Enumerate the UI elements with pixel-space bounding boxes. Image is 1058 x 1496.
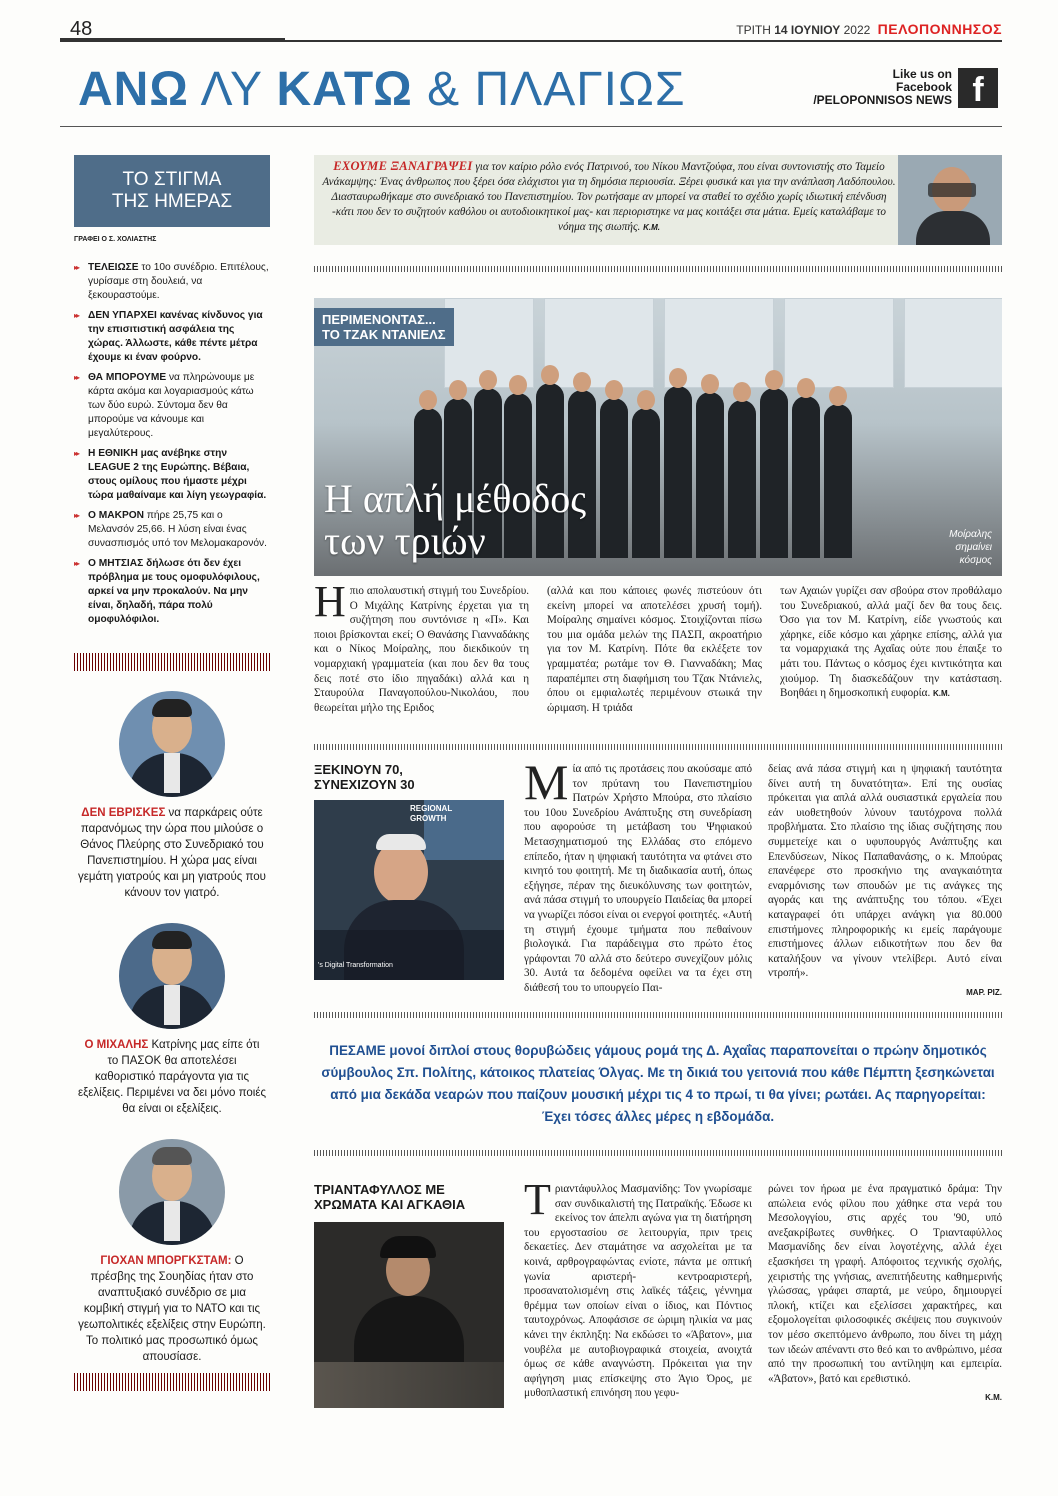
dropcap: Μ	[524, 754, 569, 810]
main-article-title	[324, 478, 586, 562]
signature: Κ.Μ.	[933, 689, 950, 699]
mantzoufas-photo	[898, 155, 1002, 245]
banner-lead: ΠΕΣΑΜΕ	[329, 1043, 386, 1058]
section-rule	[314, 744, 1002, 750]
backdrop-banner	[544, 298, 654, 388]
top-article-signature: Κ.Μ.	[643, 223, 660, 232]
photo-text-2: GROWTH	[410, 814, 447, 823]
third-col-2	[768, 1182, 1002, 1406]
photo-banner-text	[410, 804, 452, 824]
fb-line-3: /PELOPONNISOS NEWS	[813, 93, 952, 107]
stigma-title-1: ΤΟ ΣΤΙΓΜΑ	[122, 169, 222, 190]
date-day: 14 ΙΟΥΝΙΟΥ	[774, 23, 841, 37]
bullet-item	[74, 447, 270, 503]
col-text: των Αχαιών γυρίζει σαν σβούρα στον προθάλαμο του Συνεδριακού, αλλά μαζί δεν θα τους δεις. Όσο για τον Μ. Κατρίνη, είδε γνωστούς και χάρηκε, είδε κόσμο και χάρηκε επίσης, αλλά για τα νομαρχιακά της Αχαΐας ούτε που έπαιξε το μάτι του. Πάντως ο κόσμος έχει κιντικότητα και χιούμορ. Τη διασκεδάζουν την κατάσταση. Βοηθάει η δημοσκοπική ευφορία.	[780, 585, 1002, 700]
note-block-2	[74, 923, 270, 1117]
photo-text-3: 's Digital Transformation	[318, 962, 393, 969]
label-line-2: ΤΟ ΤΖΑΚ ΝΤΑΝΙΕΛΣ	[322, 327, 446, 342]
second-article-label	[314, 762, 415, 792]
note-block-3	[74, 1139, 270, 1365]
note-text: να παρκάρεις ούτε παρανόμως την ώρα που μιλούσε ο Θάνος Πλεύρης στο Συνεδριακό του Πανεπιστημίου. Η χώρα μας είναι γεμάτη γιατρούς και μη γιατρούς που κάνουν τον γιατρό.	[78, 807, 266, 899]
dropcap: Τ	[524, 1175, 551, 1224]
bullet-lead: ΤΕΛΕΙΩΣΕ	[88, 262, 139, 273]
person	[824, 404, 852, 558]
person	[728, 400, 756, 558]
person	[632, 408, 660, 558]
top-article-body: για τον καίριο ρόλο ενός Πατρινού, του Νίκου Μαντζούφα, που είναι συντονιστής στο Ταμείο Ανάκαμψης: Ένας άνθρωπος που ξέρει όσα ελάχιστοι για τη δημόσια περιουσία. Ξέρει φυσικά και για την ανάπλαση Λαδόπουλου. Διασταυρωθήκαμε στο συνεδριακό του Πανεπιστημίου. Τον ρωτήσαμε αν μπορεί να σταθεί το σχέδιο χωρίς ιδιωτική επένδυση -κάτι που δεν το συζητούν καθόλου οι αυτοδιοικητικοί μας- και περιοριστηκε να μας κοιτάξει στα μάτια. Εμείς καταλάβαμε το νόημα της σιωπής.	[322, 161, 896, 233]
masthead-word-4: & ΠΛΑΓΙΩΣ	[427, 63, 686, 116]
masthead-word-3: ΚΑΤΩ	[276, 63, 413, 116]
separator-bar	[74, 653, 270, 671]
bullet-text: μας ανέβηκε στην LEAGUE 2 της Ευρώπης. Βέβαια, στους ομίλους που ήμαστε μέχρι τώρα μαθαίναμε και λίγη γεωγραφία.	[88, 448, 267, 501]
third-article-label	[314, 1182, 465, 1212]
fb-line-2: Facebook	[895, 80, 952, 94]
bullet-item	[74, 557, 270, 627]
page-number: 48	[70, 18, 93, 40]
main-article-label	[314, 308, 454, 346]
banner-note	[314, 1040, 1002, 1128]
caption-line-3: κόσμος	[959, 555, 992, 566]
photo-caption	[949, 528, 992, 567]
main-col-2	[547, 584, 762, 715]
date-weekday: ΤΡΙΤΗ	[736, 23, 771, 37]
dropcap: Η	[314, 577, 346, 626]
top-article	[314, 155, 1002, 245]
masmanidis-photo	[314, 1222, 504, 1408]
bouras-photo	[314, 800, 504, 980]
bullet-text: πήρε 25,75 και ο Μελανσόν 25,66. Η λύση είναι ένας συνασπισμός υπό τον Μελομακαρονόν.	[88, 510, 267, 549]
bullet-item	[74, 261, 270, 303]
col-text: δείας ανά πάσα στιγμή και η ψηφιακή ταυτότητα δίνει αυτή τη δυνατότητα». Επί της ουσίας πρόκειται για απλά αλλά ουσιαστικά εργαλεία που εάν υιοθετηθούν λύνουν ταυτόχρονα πολλά προβλήματα. Στο πλαίσιο της ίδιας συζήτησης που συμμετείχε και ο υφυπουργός Ανάπτυξης και Επενδύσεων, Νίκος Παπαθανάσης, ο κ. Μπούρας επανέφερε στο προσκήνιο της αναγκαιότητα εναρμόνισης των σπουδών με τις ανάγκες της αγοράς και της ανάπτυξης του τόπου. «Έχει καταγραφεί ότι υπάρχει ανάγκη για 80.000 επιστήμονες πληροφορικής κι εμείς παράγουμε επιστήμονες άλλων ειδικοτήτων που δεν θα καταλήξουν να γίνουν ντελίβερι. Αυτό είναι ντροπή».	[768, 763, 1002, 980]
top-article-text	[314, 159, 904, 235]
main-col-1	[314, 577, 529, 715]
header-rule-thick	[60, 38, 285, 42]
signature: ΜΑΡ. ΡΙΖ.	[966, 987, 1002, 997]
person	[792, 396, 820, 558]
side-note-2	[74, 1037, 270, 1117]
bullet-text: να πληρώνουμε με κάρτα ακόμα και λογαριασμούς κάτω των δύο ευρώ. Σύντομα δεν θα μπορούμε να κάνουμε και μεγαλύτερους.	[88, 372, 255, 439]
facebook-text	[813, 68, 952, 107]
facebook-promo[interactable]	[748, 68, 998, 108]
paper-name: ΠΕΛΟΠΟΝΝΗΣΟΣ	[877, 21, 1002, 37]
caption-line-1: Μοίραλης	[949, 529, 992, 540]
bullet-item	[74, 509, 270, 551]
label-line-1: ΤΡΙΑΝΤΑΦΥΛΛΟΣ ΜΕ	[314, 1182, 445, 1197]
bullet-lead: Ο ΜΗΤΣΙΑΣ	[88, 558, 144, 569]
backdrop-banner	[784, 298, 894, 388]
bullet-lead: ΘΑ ΜΠΟΡΟΥΜΕ	[88, 372, 167, 383]
person	[664, 386, 692, 558]
note-lead: ΓΙΟΧΑΝ ΜΠΟΡΓΚΣΤΑΜ:	[100, 1255, 232, 1267]
caption-line-2: σημαίνει	[955, 542, 992, 553]
second-article-body	[524, 754, 1002, 997]
col-text: πιο απολαυστική στιγμή του Συνεδρίου. Ο Μιχάλης Κατρίνης έρχεται για τη συζήτηση που συντόνισε η «Π». Και ποιοι βρίσκονται εκεί; Ο Θανάσης Γιανναδάκης και ο Νίκος Μοίραλης, που διεκδικούν τη νομαρχιακή γραμματεία (και που δεν θα τους δεις ποτέ στο ίδιο πηγαδάκι) αλλά και η Σταυρούλα Παναγοπούλου-Νικολάου, που θεωρείται μήλο της Εριδος	[314, 585, 529, 714]
top-article-lead: ΕΧΟΥΜΕ ΞΑΝΑΓΡΑΨΕΙ	[333, 159, 473, 173]
label-line-2: ΣΥΝΕΧΙΖΟΥΝ 30	[314, 777, 415, 792]
stigma-title-box	[74, 155, 270, 227]
person	[696, 392, 724, 558]
portrait-katrinis	[119, 923, 225, 1029]
label-line-2: ΧΡΩΜΑΤΑ ΚΑΙ ΑΓΚΑΘΙΑ	[314, 1197, 466, 1212]
side-note-1	[74, 805, 270, 901]
banner-body: μονοί διπλοί στους θορυβώδεις γάμους ρομά της Δ. Αχαΐας παραπονείται ο πρώην δημοτικός σύμβουλος Σπ. Πολίτης, κάτοικος πλατείας Όλγας. Με τη δικιά του γειτονιά που κάθε Πέμπτη ξεσηκώνεται από μια δεκάδα νεαρών που παίζουν μουσική μέχρι τις 4 το πρωί, τι θα γίνει; ρωτάει. Ας παρηγορείται: Έχει τόσες άλλες μέρες η εβδομάδα.	[321, 1043, 995, 1124]
portrait-borgstam	[119, 1139, 225, 1245]
col-text: ριαντάφυλλος Μασμανίδης: Τον γνωρίσαμε σαν συνδικαλιστή της Πατραϊκής. Έδωσε κι εκείνος τον άπελπι αγώνα για τη διατήρηση του εργοστασίου σε λειτουργία, πριν τρεις δεκαετίες. Δεν σταμάτησε να ασχολείται με τα κοινά, αρθρογραφώντας ενίοτε, πάντα με οπτική γωνία αριστερή- κεντροαριστερή, προσανατολισμένη στις λαϊκές τάξεις, γέννημα θρέμμα των οποίων είναι ο ίδιος, και Πόντιος ταυτοχρόνως. Αποφάσισε σε ώριμη ηλικία να μας κάνει την έκπληξη: Να εκδώσει το «Άβατον», μια νουβέλα με αυτοβιογραφικά στοιχεία, ανοιχτά όμως σε κάθε αναγνώστη. Πρόκειται για την αφήγηση μιας επίσκεψης στο Άγιο Όρος, με μυθοπλαστική επινόηση που γεφυ-	[524, 1183, 752, 1400]
bullet-item	[74, 309, 270, 365]
bullet-lead: Η ΕΘΝΙΚΗ	[88, 448, 138, 459]
page-header	[60, 18, 1002, 42]
section-rule	[314, 1150, 1002, 1156]
col-text: (αλλά και που κάποιες φωνές πιστεύουν ότι εκείνη μπορεί να αποτελέσει χρυσή τομή). Μοίραλης σημαίνει κόσμος. Στοιχίζονται πίσω του μια ομάδα μελών της ΠΑΣΠ, ακροατήριο για τον Μ. Κατρίνη. Πότε θα εκλέξετε τον γραμματέα; ρωτάμε τον Θ. Γιανναδάκη; Μας παραπέμπει στη διαφήμιση του Τζακ Ντάνιελς, όπου οι εμφιαλωτές περιμένουν στωικά την ώριμαση. Η τριάδα	[547, 585, 762, 714]
portrait-plevris	[119, 691, 225, 797]
side-note-3	[74, 1253, 270, 1365]
sidebar	[74, 155, 270, 1391]
col-text: ρώνει τον ήρωα με ένα πραγματικό δράμα: Την απώλεια ενός φίλου που χάθηκε στα νερά του Μεσολογγίου, στις αρχές του '90, υπό ανεξακρίβωτες συνθήκες. Ο Τριανταφύλλος Μασμανίδης δεν είναι λογοτέχνης, αλλά έχει εξασκήσει τη γραφή. Απόφοιτος τεχνικής σχολής, χειριστής της γνήσιας, ανεπιτήδευτης καθημερινής γλώσσας, γράφει σπαρτά, με νεύρο, δημιουργεί πλοκή, κτίζει και εξελίσσει χαρακτήρες, και εξομολογείται φιλοσοφικές σκέψεις που συγκινούν τον μέσο σκεπτόμενο άνθρωπο, που δίνει τη μάχη των ιδεών απέναντι στο θεό και το ανθρώπινο, μέσα από την προσωπική του αντίληψη και εμπειρία. «Άβατον», βατό και ερεθιστικό.	[768, 1183, 1002, 1385]
bullet-text: το 10ο συνέδριο. Επιτέλους, γυρίσαμε στη δουλειά, να ξεκουραστούμε.	[88, 262, 269, 301]
note-block-1	[74, 691, 270, 901]
third-col-1	[524, 1175, 752, 1401]
masthead-word-1: ΑΝΩ	[78, 63, 189, 116]
issue-date	[736, 21, 1002, 37]
note-lead: ΔΕΝ ΕΒΡΙΣΚΕΣ	[81, 807, 166, 819]
bullet-text: κανένας κίνδυνος για την επισιτιστική ασφάλεια της χώρας. Άλλωστε, κάθε πέντε μέτρα έχουμε κι έναν φούρνο.	[88, 310, 263, 363]
backdrop-banner	[904, 298, 1002, 388]
signature: Κ.Μ.	[985, 1393, 1002, 1403]
section-rule	[314, 1012, 1002, 1018]
bullet-item	[74, 371, 270, 441]
stigma-bullets	[74, 261, 270, 627]
sidebar-writer: ΓΡΑΦΕΙ Ο Σ. ΧΟΛΙΑΣΤΗΣ	[74, 236, 157, 243]
photo-text-1: REGIONAL	[410, 804, 453, 813]
person	[760, 388, 788, 558]
facebook-icon[interactable]: f	[958, 68, 998, 108]
note-lead: Ο ΜΙΧΑΛΗΣ	[84, 1039, 149, 1051]
title-line-2: των τριών	[324, 518, 486, 563]
masthead-rule	[60, 126, 1002, 127]
label-line-1: ΠΕΡΙΜΕΝΟΝΤΑΣ...	[322, 312, 436, 327]
title-line-1: Η απλή μέθοδος	[324, 476, 587, 521]
stigma-title-2: ΤΗΣ ΗΜΕΡΑΣ	[111, 191, 233, 212]
main-col-3	[780, 584, 1002, 702]
separator-bar	[74, 1373, 270, 1391]
main-article-body	[314, 577, 1002, 714]
second-col-1	[524, 754, 752, 996]
person	[600, 398, 628, 558]
masthead-word-2: ΛΥ	[200, 63, 263, 116]
main-photo	[314, 298, 1002, 576]
third-article-body	[524, 1175, 1002, 1422]
section-masthead	[78, 62, 686, 117]
col-text: ία από τις προτάσεις που ακούσαμε από τον πρύτανη του Πανεπιστημίου Πατρών Χρήστο Μπούρα, στο πλαίσιο του 10ου Συνεδρίου Ανάπτυξης στη συνεδρίαση που αφορούσε τη μετάβαση του Ψηφιακού Μετασχηματισμού της Ελλάδας στο επόμενο επίπεδο, ήταν η ψηφιακή ταυτότητα να φτάνει στο κινητό του φοιτητή. Με τη διαδικασία αυτή, όπως εξήγησε, πέραν της διευκόλυνσης των φοιτητών, ανά πάσα στιγμή το υπουργείο Παιδείας θα μπορεί να γνωρίζει πόσοι είναι οι ενεργοί φοιτητές. «Αυτή τη στιγμή έχουμε τμήματα που πεθαίνουν βιολογικά. Για παράδειγμα στο πρώτο έτος γράφονται 70 αλλά στο δεύτερο συνεχίζουν μόλις 30. Αυτά τα δεδομένα οφείλει να τα έχει στη διάθεσή του το υπουργείο Παι-	[524, 763, 752, 994]
bullet-text: δήλωσε ότι δεν έχει πρόβλημα με τους ομοφυλόφιλους, αρκεί να μην προκαλούν. Να μην είναι, δηλαδή, πάρα πολύ ομοφυλόφιλοι.	[88, 558, 260, 625]
date-year: 2022	[843, 23, 871, 37]
fb-line-1: Like us on	[892, 67, 952, 81]
section-rule	[314, 266, 1002, 272]
label-line-1: ΞΕΚΙΝΟΥΝ 70,	[314, 762, 403, 777]
note-text: Κατρίνης μας είπε ότι το ΠΑΣΟΚ θα αποτελέσει καθοριστικό παράγοντα για τις εξελίξεις. Περιμένει να δει μόνο ποιές θα είναι οι εξελίξεις.	[78, 1039, 267, 1115]
bullet-lead: Ο ΜΑΚΡΟΝ	[88, 510, 145, 521]
note-text: Ο πρέσβης της Σουηδίας ήταν στο αναπτυξιακό συνέδριο σε μια κομβική στιγμή για το ΝΑΤΟ και τις γεωπολιτικές εξελίξεις στην Ευρώπη. Το πολιτικό μας προσωπικό όμως απουσίασε.	[78, 1255, 266, 1363]
bullet-lead: ΔΕΝ ΥΠΑΡΧΕΙ	[88, 310, 157, 321]
second-col-2	[768, 762, 1002, 1001]
